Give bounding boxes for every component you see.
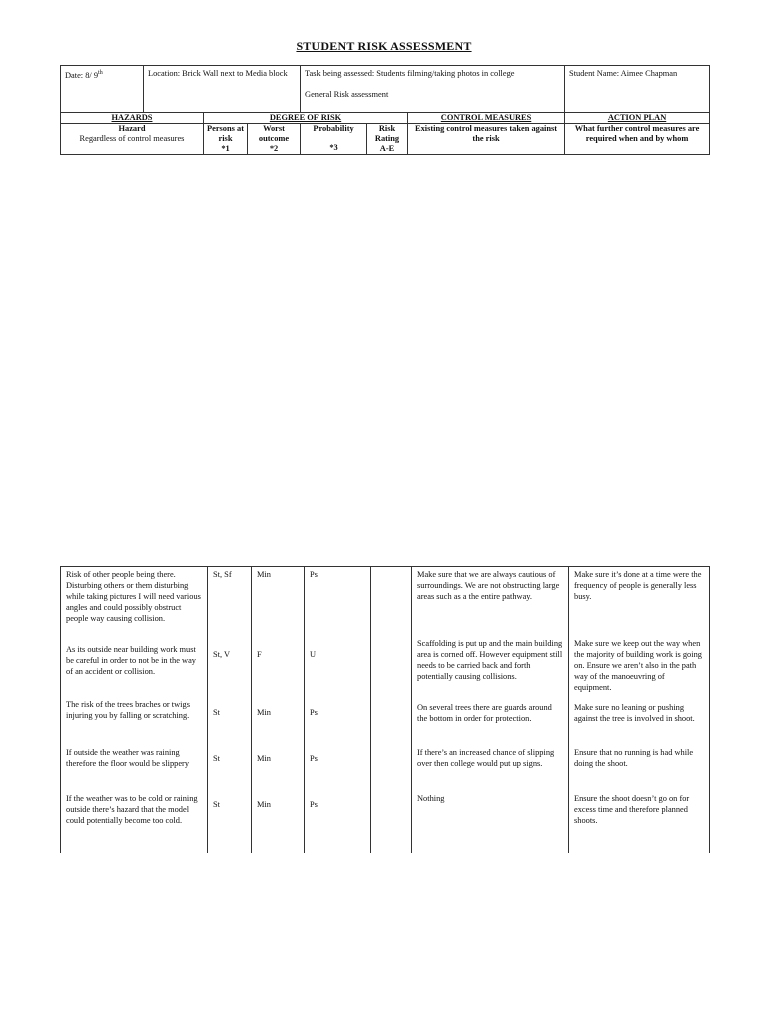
table-row-control: Make sure that we are always cautious of surroundings. We are not obstructing large areas such as a the entire pathway. [417,570,560,601]
persons-column [208,567,252,854]
section-degree-of-risk: DEGREE OF RISK [204,113,408,124]
table-row-control: If there’s an increased chance of slipping over then college would put up signs. [417,748,555,768]
table-row-hazard: Risk of other people being there. Disturbing others or them disturbing while taking pictures I will need various angles and could possibly obstruct people way causing collision. [66,570,201,623]
table-row-hazard: If the weather was to be cold or raining outside there’s hazard that the model could potentially become too cold. [66,794,198,825]
task-label: Task being assessed: Students filming/taking photos in college [305,69,515,78]
col-rating-note: A-E [379,144,395,153]
table-row-hazard: The risk of the trees braches or twigs injuring you by falling or scratching. [66,700,190,720]
table-row-control: Nothing [417,794,445,803]
col-further-controls: What further control measures are required when and by whom [565,124,710,155]
table-row-worst: F [257,650,262,659]
table-row-action: Ensure the shoot doesn’t go on for excess time and therefore planned shoots. [574,794,690,825]
col-existing-controls: Existing control measures taken against the risk [408,124,565,155]
table-row-persons: St [213,754,220,763]
table-row-probability: U [310,650,317,659]
col-rating-label: Risk Rating [374,124,400,143]
hazard-column [61,567,208,854]
task-cell [301,66,565,113]
control-column [412,567,569,854]
table-row-action: Ensure that no running is had while doing the shoot. [574,748,694,768]
col-hazard-title: Hazard [118,124,146,133]
date-suffix: th [98,70,103,76]
date-cell [61,66,144,113]
risk-table [60,566,710,853]
table-row-worst: Min [257,754,271,763]
table-row-worst: Min [257,800,271,809]
table-row-action: Make sure no leaning or pushing against the tree is involved in shoot. [574,703,695,723]
col-worst [248,124,301,155]
table-row-persons: St [213,800,220,809]
rating-column [371,567,412,854]
probability-column [305,567,371,854]
table-row-worst: Min [257,708,271,717]
col-persons-note: *1 [221,144,230,153]
date-label: Date: 8/ 9 [65,70,99,80]
table-row-action: Make sure we keep out the way when the majority of building work is going on. Ensure we aren’t also in the path way of the manoeuvring of equipment. [574,639,702,692]
table-row-probability: Ps [310,754,318,763]
table-row-hazard: As its outside near building work must be careful in order to not be in the way of an accident or collision. [66,645,196,676]
table-row-probability: Ps [310,708,318,717]
table-row-action: Make sure it’s done at a time were the frequency of people is generally less busy. [574,570,702,601]
table-row-probability: Ps [310,570,318,579]
table-row-hazard: If outside the weather was raining therefore the floor would be slippery [66,748,190,768]
general-assessment-label: General Risk assessment [305,90,389,99]
table-row-worst: Min [257,570,271,579]
col-persons [204,124,248,155]
col-hazard [61,124,204,155]
col-probability-note: *3 [329,143,338,152]
col-probability-label: Probability [313,124,354,133]
table-row-persons: St [213,708,220,717]
col-rating [367,124,408,155]
table-row-persons: St, V [213,650,231,659]
col-hazard-subtitle: Regardless of control measures [79,134,185,143]
page-title: STUDENT RISK ASSESSMENT [296,39,472,53]
table-row-probability: Ps [310,800,318,809]
action-column [569,567,710,854]
location-cell: Location: Brick Wall next to Media block [144,66,301,113]
section-control-measures: CONTROL MEASURES [408,113,565,124]
table-row-persons: St, Sf [213,570,232,579]
table-row-control: On several trees there are guards around the bottom in order for protection. [417,703,552,723]
assessment-header-table [60,65,710,155]
col-worst-note: *2 [269,144,279,153]
table-row-control: Scaffolding is put up and the main building area is corned off. However equipment still needs to be carried back and forth potentially causing collisions. [417,639,563,681]
section-hazards: HAZARDS [61,113,204,124]
col-persons-label: Persons at risk [207,124,244,143]
section-action-plan: ACTION PLAN [565,113,710,124]
student-name-cell: Student Name: Aimee Chapman [565,66,710,113]
col-worst-label: Worst outcome [258,124,290,143]
worst-column [252,567,305,854]
col-probability [301,124,367,155]
